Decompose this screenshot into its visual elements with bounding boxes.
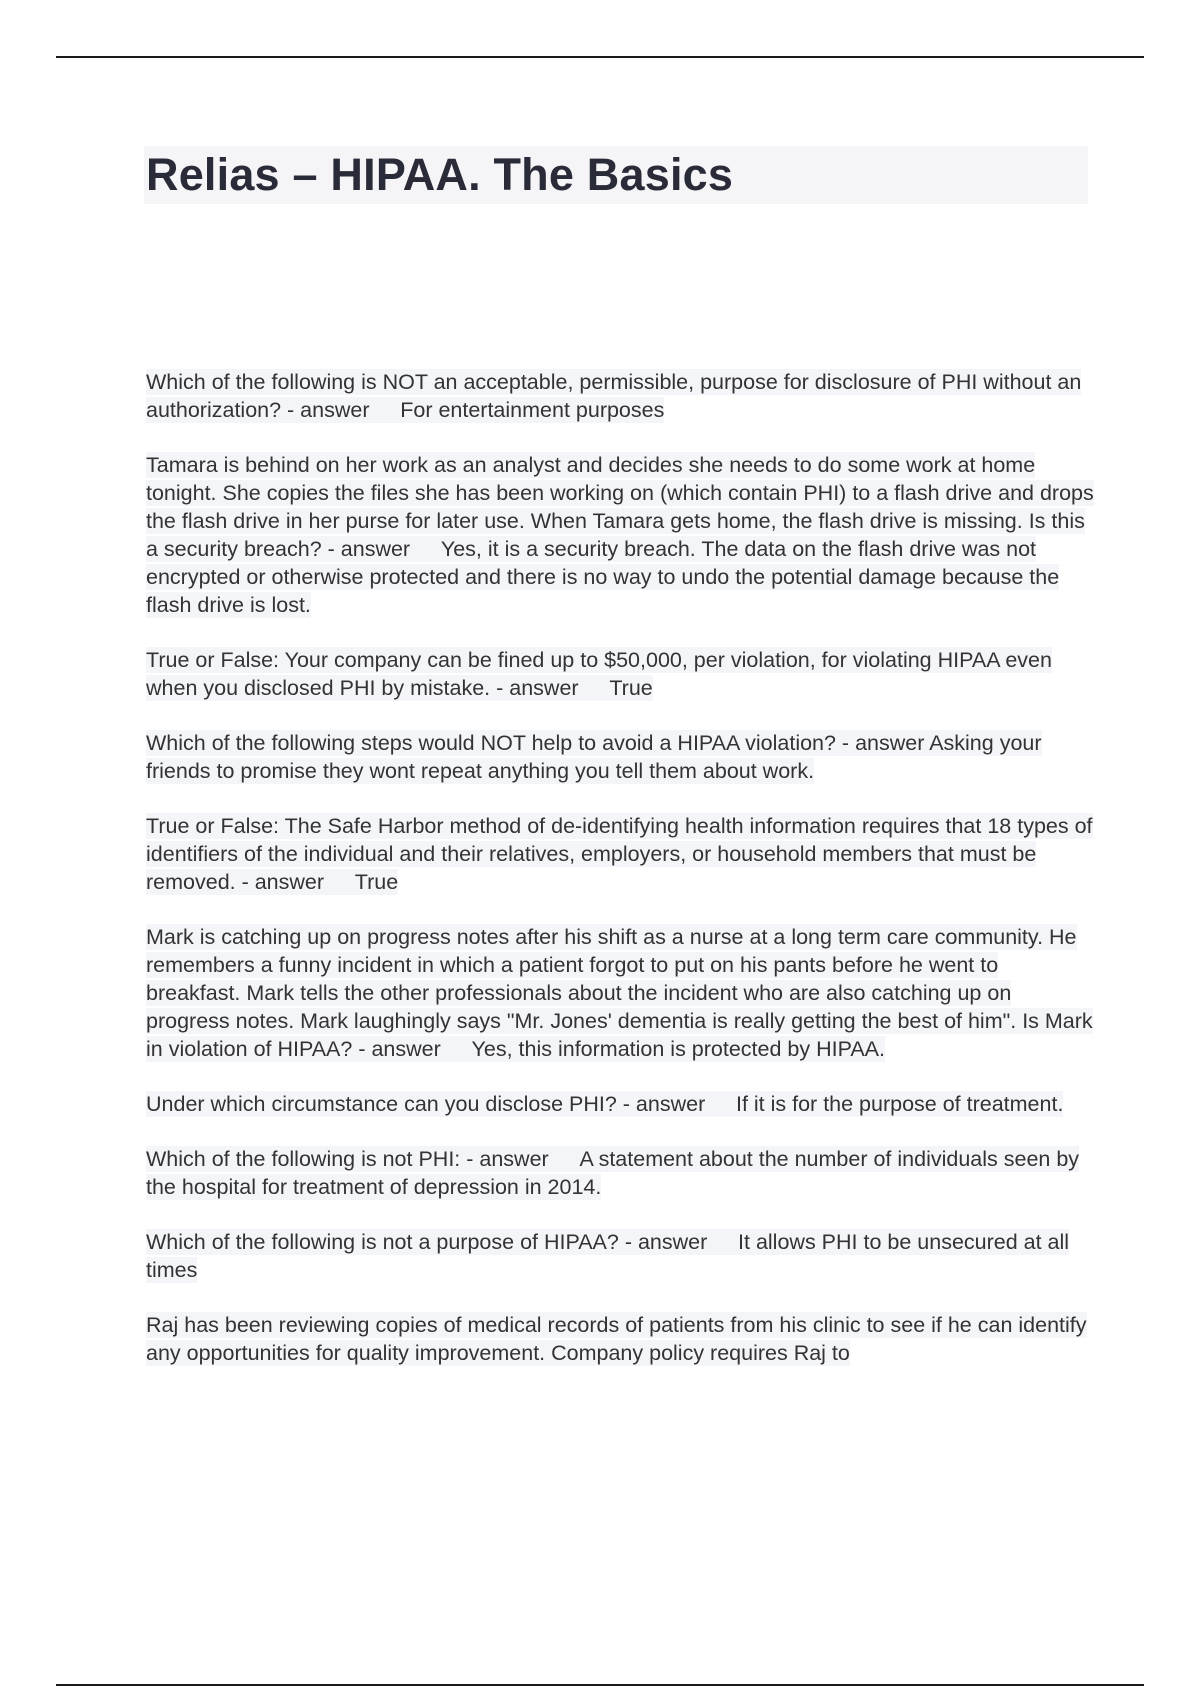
answer-text: It allows PHI to be unsecured at all times <box>146 1230 1070 1282</box>
question-text: Tamara is behind on her work as an analyst and decides she needs to do some work at home tonight. She copies the files she has been working on (which contain PHI) to a flash drive and drops the flash drive in her purse for later use. When Tamara gets home, the flash drive is missing. Is this a security breach? - answer <box>146 453 1094 561</box>
question-text: Which of the following steps would NOT help to avoid a HIPAA violation? - answer <box>146 731 925 755</box>
answer-text: Asking your friends to promise they wont repeat anything you tell them about work. <box>146 731 1042 783</box>
header-rule <box>56 56 1144 58</box>
qa-item <box>146 451 1096 619</box>
qa-item <box>146 646 1096 702</box>
question-text: Which of the following is not a purpose of HIPAA? - answer <box>146 1230 708 1254</box>
answer-text: True <box>609 676 653 700</box>
answer-text: For entertainment purposes <box>400 398 665 422</box>
question-text: Mark is catching up on progress notes after his shift as a nurse at a long term care community. He remembers a funny incident in which a patient forgot to put on his pants before he went to breakfast. Mark tells the other professionals about the incident who are also catching up on progress notes. Mark laughingly says "Mr. Jones' dementia is really getting the best of him". Is Mark in violation of HIPAA? - answer <box>146 925 1093 1061</box>
question-text: Which of the following is NOT an acceptable, permissible, purpose for disclosure of PHI without an authorization? - answer <box>146 370 1082 422</box>
answer-text: A statement about the number of individuals seen by the hospital for treatment of depression in 2014. <box>146 1147 1080 1199</box>
footer-rule <box>56 1684 1144 1686</box>
qa-item <box>146 1311 1096 1367</box>
qa-item <box>146 1228 1096 1284</box>
answer-text: True <box>354 870 399 894</box>
qa-item <box>146 1090 1096 1118</box>
qa-item <box>146 812 1096 896</box>
question-text: True or False: Your company can be fined up to $50,000, per violation, for violating HIPAA even when you disclosed PHI by mistake. - answer <box>146 648 1052 700</box>
answer-text: Yes, it is a security breach. The data on the flash drive was not encrypted or otherwise protected and there is no way to undo the potential damage because the flash drive is lost. <box>146 537 1060 617</box>
qa-item <box>146 1145 1096 1201</box>
question-text: Raj has been reviewing copies of medical records of patients from his clinic to see if he can identify any opportunities for quality improvement. Company policy requires Raj to <box>146 1313 1087 1365</box>
question-text: Under which circumstance can you disclose PHI? - answer <box>146 1092 706 1116</box>
page-title: Relias – HIPAA. The Basics <box>146 149 734 200</box>
question-text: Which of the following is not PHI: - answer <box>146 1147 549 1171</box>
answer-text: Yes, this information is protected by HIPAA. <box>471 1037 885 1061</box>
question-text: True or False: The Safe Harbor method of de-identifying health information requires that 18 types of identifiers of the individual and their relatives, employers, or household members that must be removed. - answer <box>146 814 1093 894</box>
qa-item <box>146 729 1096 785</box>
qa-item <box>146 368 1096 424</box>
qa-item <box>146 923 1096 1063</box>
qa-list <box>146 368 1096 1394</box>
answer-text: If it is for the purpose of treatment. <box>735 1092 1064 1116</box>
